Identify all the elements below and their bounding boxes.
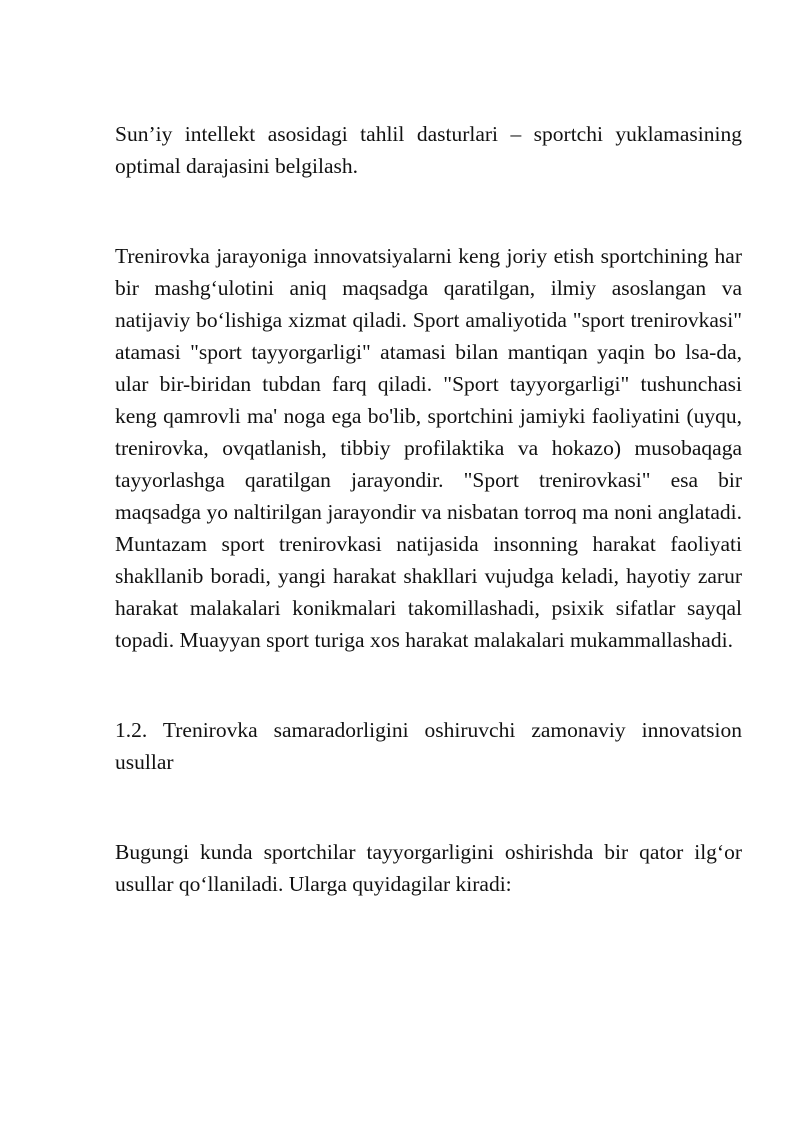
section-heading-1-2: 1.2. Trenirovka samaradorligini oshiruvchi zamonaviy innovatsion usullar — [115, 718, 742, 774]
paragraph-training-innovation: Trenirovka jarayoniga innovatsiyalarni keng joriy etish sportchining har bir mashg‘ulotini aniq maqsadga qaratilgan, ilmiy asoslangan va natijaviy bo‘lishiga xizmat qiladi. Sport amaliyotida "sport trenirovkasi" atamasi "sport tayyorgarligi" atamasi bilan mantiqan yaqin bo lsa-da, ular bir-biridan tubdan farq qiladi. "Sport tayyorgarligi" tushunchasi keng qamrovli ma' noga ega bo'lib, sportchini jamiyki faoliyatini (uyqu, trenirovka, ovqatlanish, tibbiy profilaktika va hokazo) musobaqaga tayyorlashga qaratilgan jarayondir. "Sport trenirovkasi" esa bir maqsadga yo naltirilgan jarayondir va nisbatan torroq ma noni anglatadi. Muntazam sport trenirovkasi natijasida insonning harakat faoliyati shakllanib boradi, yangi harakat shakllari vujudga keladi, hayotiy zarur harakat malakalari konikmalari takomillashadi, psixik sifatlar sayqal topadi. Muayyan sport turiga xos harakat malakalari mukammallashadi. — [115, 244, 742, 652]
paragraph-advanced-methods: Bugungi kunda sportchilar tayyorgarligini oshirishda bir qator ilg‘or usullar qo‘llaniladi. Ularga quyidagilar kiradi: — [115, 840, 742, 896]
paragraph-ai-analysis: Sun’iy intellekt asosidagi tahlil dasturlari – sportchi yuklamasining optimal darajasini belgilash. — [115, 122, 742, 178]
document-body — [115, 118, 742, 900]
